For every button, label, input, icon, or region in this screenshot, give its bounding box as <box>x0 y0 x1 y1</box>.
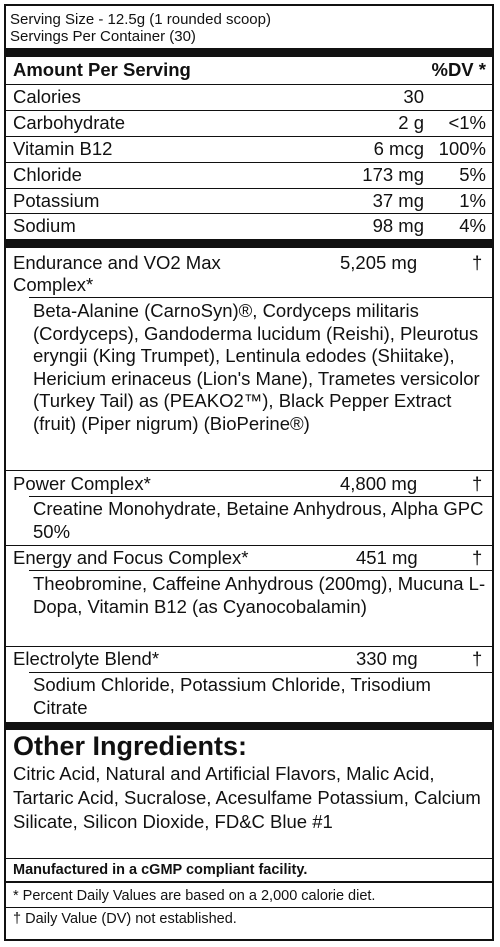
blend-amount-power: 4,800 mg <box>340 473 418 494</box>
dagger-footnote: † Daily Value (DV) not established. <box>13 911 237 927</box>
divider <box>6 470 494 471</box>
divider <box>29 672 494 673</box>
amount-per-serving-label: Amount Per Serving <box>13 59 191 80</box>
divider <box>6 545 494 546</box>
nutrient-amount: 30 <box>403 86 424 107</box>
nutrient-row-chloride <box>13 163 486 187</box>
thick-rule-middle <box>6 239 494 248</box>
divider <box>6 858 494 859</box>
percent-dv-footnote: * Percent Daily Values are based on a 2,000 calorie diet. <box>13 888 376 904</box>
nutrient-name: Chloride <box>13 164 82 185</box>
nutrient-dv: 100% <box>438 138 486 159</box>
nutrient-name: Potassium <box>13 190 100 211</box>
nutrient-row-potassium <box>13 189 486 213</box>
dv-header-label: %DV * <box>431 59 486 80</box>
blend-dagger-energy-focus: † <box>472 547 483 568</box>
nutrient-row-vitamin-b12 <box>13 137 486 161</box>
nutrient-dv: 5% <box>459 164 486 185</box>
nutrient-amount: 98 mg <box>372 215 424 236</box>
nutrient-name: Vitamin B12 <box>13 138 113 159</box>
serving-size: Serving Size - 12.5g (1 rounded scoop) <box>10 11 271 28</box>
amount-header-row <box>13 58 486 82</box>
nutrient-amount: 2 g <box>398 112 424 133</box>
other-ingredients-title: Other Ingredients: <box>13 731 248 761</box>
blend-ingredients-energy-focus: Theobromine, Caffeine Anhydrous (200mg), Mucuna L-Dopa, Vitamin B12 (as Cyanocobalamin) <box>33 573 486 617</box>
nutrient-dv: 1% <box>459 190 486 211</box>
nutrient-name: Sodium <box>13 215 76 236</box>
blend-amount-electrolyte: 330 mg <box>356 648 418 669</box>
blend-ingredients-electrolyte: Sodium Chloride, Potassium Chloride, Trisodium Citrate <box>33 674 431 718</box>
nutrient-name: Carbohydrate <box>13 112 126 133</box>
nutrient-dv: 4% <box>459 215 486 236</box>
nutrient-row-carbohydrate <box>13 111 486 135</box>
nutrient-name: Calories <box>13 86 81 107</box>
thick-rule-top <box>6 48 494 57</box>
blend-ingredients-endurance: Beta-Alanine (CarnoSyn)®, Cordyceps militaris (Cordyceps), Gandoderma lucidum (Reishi), Pleurotus eryngii (King Trumpet), Lentinula edodes (Shiitake), Hericium erinaceus (Lion's Mane), Trametes versicolor (Turkey Tail) as (PEAKO2™), Black Pepper Extract (fruit) (Piper nigrum) (BioPerine®) <box>33 300 480 434</box>
nutrient-row-sodium <box>13 214 486 238</box>
nutrient-amount: 37 mg <box>372 190 424 211</box>
blend-name-endurance: Endurance and VO2 Max Complex* <box>13 252 221 295</box>
divider <box>6 907 494 908</box>
nutrient-amount: 6 mcg <box>373 138 424 159</box>
blend-name-electrolyte: Electrolyte Blend* <box>13 648 160 669</box>
blend-name-energy-focus: Energy and Focus Complex* <box>13 547 249 568</box>
blend-dagger-electrolyte: † <box>472 648 483 669</box>
blend-dagger-endurance: † <box>472 252 483 273</box>
nutrient-amount: 173 mg <box>362 164 424 185</box>
divider <box>29 570 494 571</box>
blend-amount-endurance: 5,205 mg <box>340 252 418 273</box>
servings-per-container: Servings Per Container (30) <box>10 28 196 45</box>
blend-ingredients-power: Creatine Monohydrate, Betaine Anhydrous, Alpha GPC 50% <box>33 498 484 542</box>
blend-name-power: Power Complex* <box>13 473 151 494</box>
nutrient-dv: <1% <box>448 112 486 133</box>
blend-amount-energy-focus: 451 mg <box>356 547 418 568</box>
divider <box>29 297 494 298</box>
nutrient-row-calories <box>13 85 486 109</box>
manufactured-note: Manufactured in a cGMP compliant facility. <box>13 862 308 878</box>
thick-rule-bottom <box>6 722 494 730</box>
other-ingredients-text: Citric Acid, Natural and Artificial Flavors, Malic Acid, Tartaric Acid, Sucralose, Acesulfame Potassium, Calcium Silicate, Silicon Dioxide, FD&C Blue #1 <box>13 763 481 832</box>
divider <box>6 646 494 647</box>
divider <box>29 496 494 497</box>
blend-dagger-power: † <box>472 473 483 494</box>
footnote-rule <box>6 881 494 883</box>
